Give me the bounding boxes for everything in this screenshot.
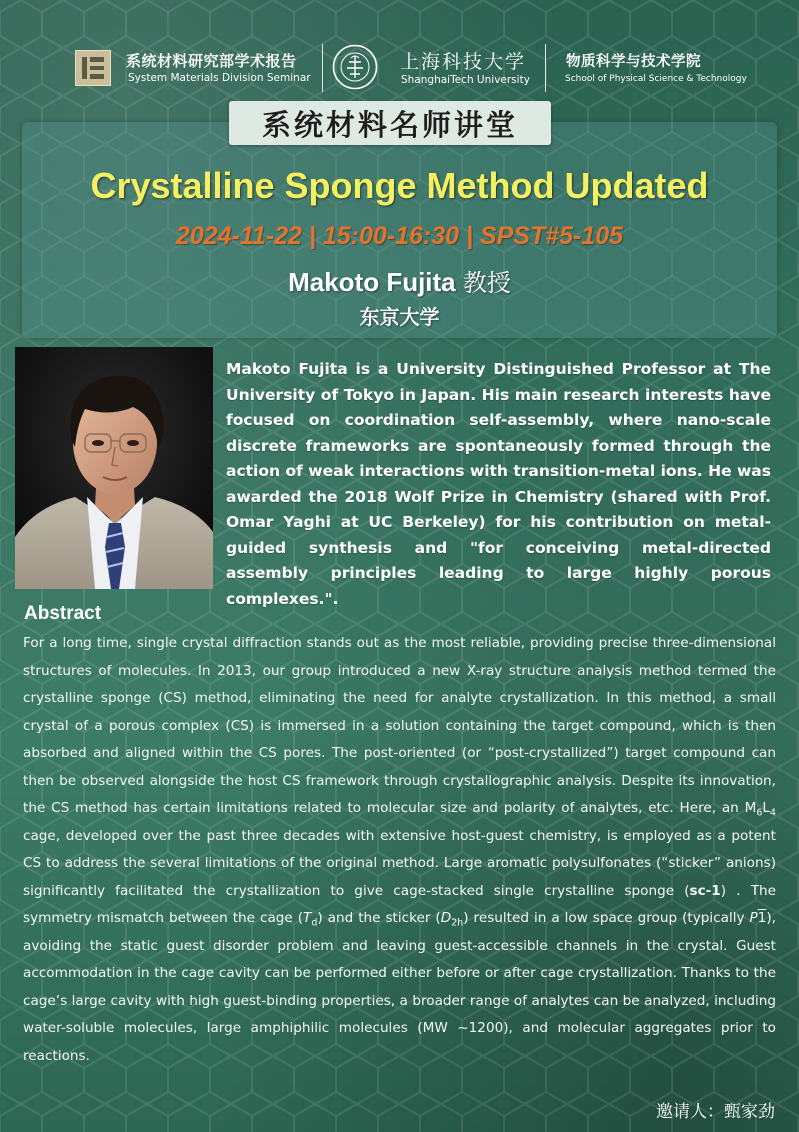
division-name-cn: 系统材料研究部学术报告	[126, 52, 297, 70]
university-name-cn: 上海科技大学	[400, 51, 527, 73]
divider	[545, 44, 546, 92]
school-name-en: School of Physical Science & Technology	[565, 74, 747, 84]
lecture-series-banner: 系统材料名师讲堂	[229, 101, 551, 145]
inviter: 邀请人：甄家劲	[656, 1102, 775, 1122]
space-group: P	[749, 910, 758, 926]
university-seal-icon	[332, 44, 378, 90]
talk-title: Crystalline Sponge Method Updated	[90, 165, 709, 206]
speaker-affiliation: 东京大学	[359, 305, 440, 329]
speaker-portrait	[15, 347, 213, 589]
school-name-cn: 物质科学与技术学院	[566, 54, 701, 70]
sponge-label: sc-1	[689, 882, 721, 899]
cage-symmetry: T	[303, 910, 312, 926]
sticker-symmetry: D	[440, 910, 452, 926]
speaker-bio: Makoto Fujita is a University Distinguished Professor at The University of Tokyo in Japan. His main research interests have focused on coordination self-assembly, where nano-scale discrete frameworks are spontaneously formed through the action of weak interactions with transition-metal ions. He was awarded the 2018 Wolf Prize in Chemistry (shared with Prof. Omar Yaghi at UC Berkeley) for his contribution on metal-guided synthesis and "for conceiving metal-directed assembly principles leading to large highly porous complexes.".	[226, 360, 771, 608]
speaker-title: 教授	[462, 269, 511, 297]
divider	[322, 44, 323, 92]
abstract-text: ) . The symmetry mismatch between the cage (	[23, 882, 776, 926]
abstract-body: For a long time, single crystal diffraction stands out as the most reliable, providing precise three-dimensional structures of molecules. In 2013, our group introduced a new X-ray structure analysis method termed the crystalline sponge (CS) method, eliminating the need for analyte crystallization. In this method, a small crystal of a porous complex (CS) is immersed in a solution containing the target compound, which is then absorbed and aligned within the CS pores. The post-oriented (or “post-crystallized”) target compound can then be observed alongside the host CS framework through crystallographic analysis. Despite its innovation, the CS method has certain limitations related to molecular size and polarity of analytes, etc. Here, an $M_6L_4$ cage, developed over the past three decades with extensive host-guest chemistry, is employed as a potent CS to address the several limitations of the original method. Large aromatic polysulfonates (“sticker” anions) significantly facilitated the crystallization to give cage-stacked single crystalline sponge (sc-1) . The symmetry mismatch between the cage $(T_d)$ and the sticker $(D_{2h})$ resulted in a low space group (typically P1), avoiding the static guest disorder problem and leaving guest-accessible channels in the crystal. Guest accommodation in the cage cavity can be performed either before or after cage crystallization. Thanks to the cage’s large cavity with high guest-binding properties, a broader range of analytes can be analyzed, including water-soluble molecules, large amphiphilic molecules (MW ~1200), and molecular aggregates prior to reactions.	[23, 635, 776, 1064]
speaker	[0, 263, 799, 298]
abstract-text: ), avoiding the static guest disorder problem and leaving guest-accessible channels in the crystal. Guest accommodation in the cage cavity can be performed either before or after cage crystallization. Thanks to the cage’s large cavity with high guest-binding properties, a broader range of analytes can be analyzed, including water-soluble molecules, large amphiphilic molecules (MW ~1200), and molecular aggregates prior to reactions.	[23, 910, 776, 1064]
cage-formula: $M_6L_4$	[744, 800, 776, 819]
date-time-venue: 2024-11-22 | 15:00-16:30 | SPST#5-105	[175, 222, 624, 250]
university-name-en: ShanghaiTech University	[401, 74, 530, 86]
abstract-text: ) and the sticker (	[317, 910, 441, 926]
abstract-heading: Abstract	[24, 603, 102, 624]
abstract-text: cage, developed over the past three decades with extensive host-guest chemistry, is employed as a potent CS to address the several limitations of the original method. Large aromatic polysulfonates (“sticker” anions) significantly facilitated the crystallization to give cage-stacked single crystalline sponge (	[23, 827, 776, 899]
speaker-name: Makoto Fujita	[288, 267, 456, 297]
abstract-text: For a long time, single crystal diffraction stands out as the most reliable, providing precise three-dimensional structures of molecules. In 2013, our group introduced a new X-ray structure analysis method termed the crystalline sponge (CS) method, eliminating the need for analyte crystallization. In this method, a small crystal of a porous complex (CS) is immersed in a solution containing the target compound, which is then absorbed and aligned within the CS pores. The post-oriented (or “post-crystallized”) target compound can then be observed alongside the host CS framework through crystallographic analysis. Despite its innovation, the CS method has certain limitations related to molecular size and polarity of analytes, etc. Here, an	[23, 635, 776, 816]
division-logo	[75, 50, 111, 86]
abstract-text: ) resulted in a low space group (typically	[463, 910, 750, 926]
header	[0, 38, 799, 96]
division-name-en: System Materials Division Seminar	[128, 72, 311, 84]
